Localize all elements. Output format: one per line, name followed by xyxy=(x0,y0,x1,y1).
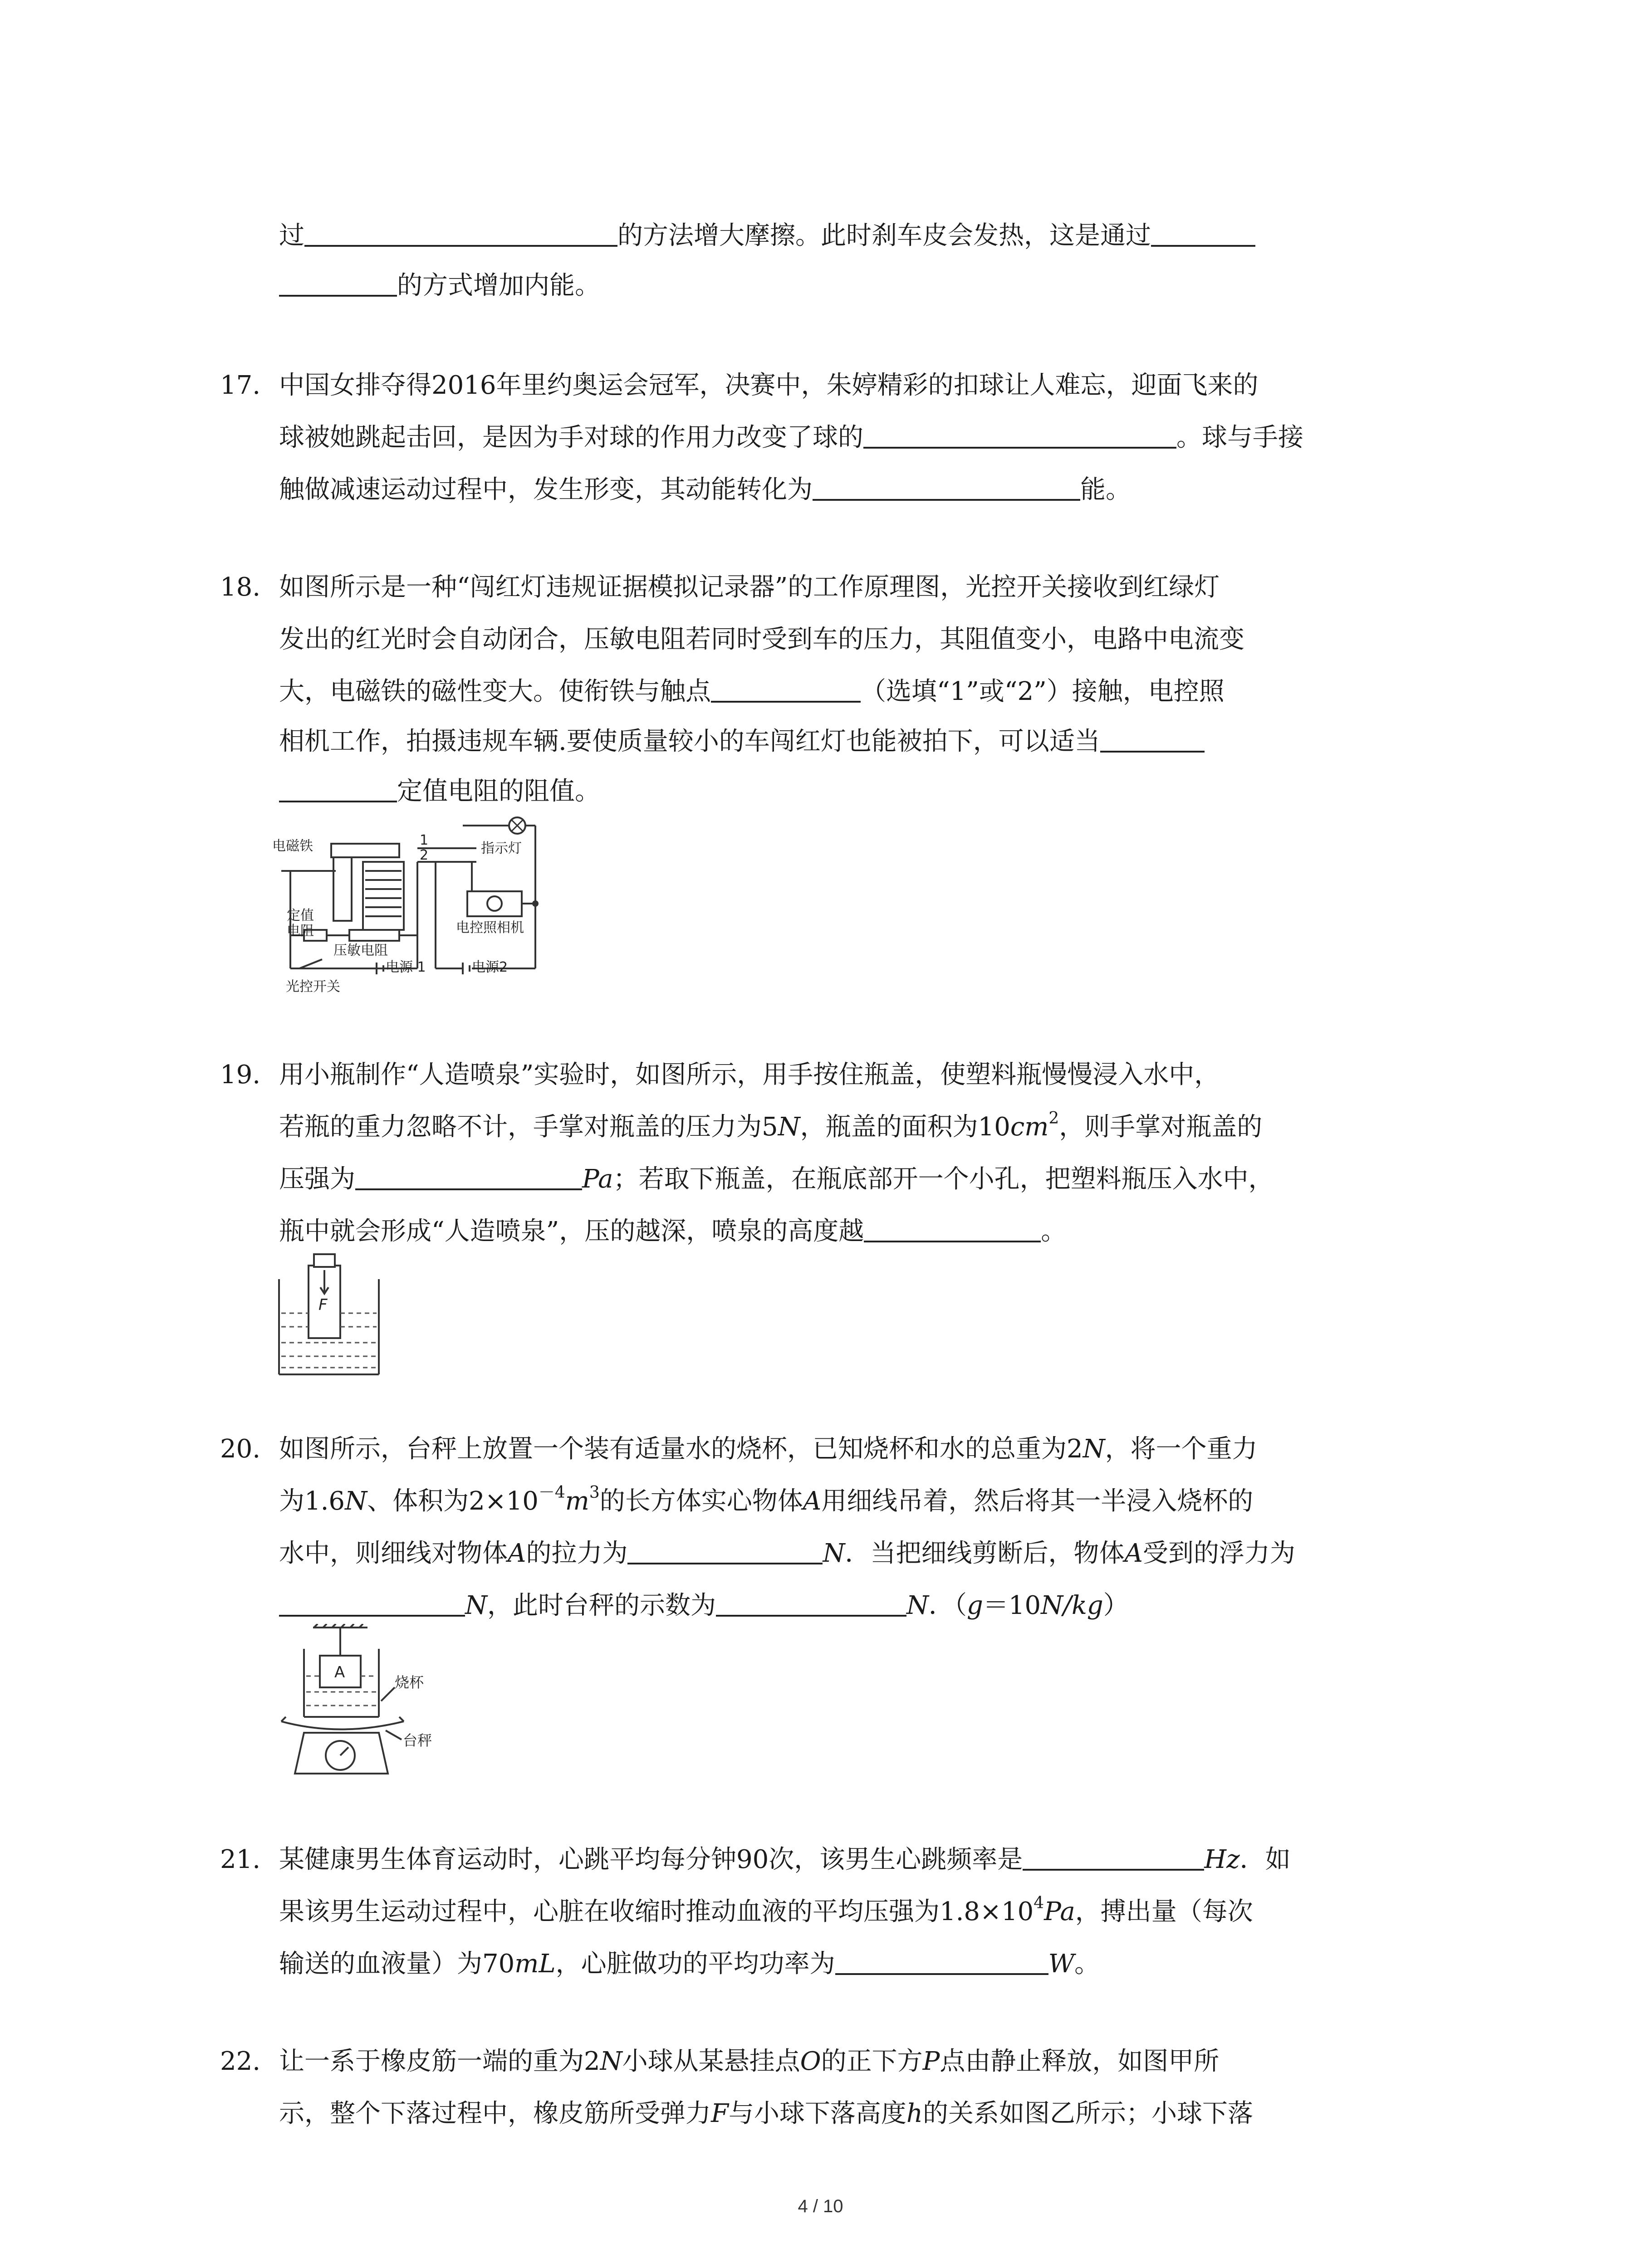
answer-blank[interactable] xyxy=(813,472,1080,501)
svg-text:电阻: 电阻 xyxy=(287,923,314,939)
label-pressure-resistor: 压敏电阻 xyxy=(333,943,388,958)
answer-blank[interactable] xyxy=(279,1588,465,1617)
answer-blank[interactable] xyxy=(304,218,617,247)
q18-line3: 大，电磁铁的磁性变大。使衔铁与触点 （选填“1”或“2”）接触，电控照 xyxy=(279,674,1225,710)
q18-line1: 如图所示是一种“闯红灯违规证据模拟记录器”的工作原理图，光控开关接收到红绿灯 xyxy=(279,572,1220,602)
label-electromagnet: 电磁铁 xyxy=(272,838,313,854)
question-number: 22. xyxy=(220,2047,261,2076)
q19-line3: 压强为 Pa；若取下瓶盖，在瓶底部开一个小孔，把塑料瓶压入水中， xyxy=(279,1161,1274,1198)
label-light-switch: 光控开关 xyxy=(286,979,340,995)
q20-line3: 水中，则细线对物体A的拉力为 N．当把细线剪断后，物体A受到的浮力为 xyxy=(279,1535,1295,1572)
armature xyxy=(331,844,399,857)
q16-line2: 的方式增加内能。 xyxy=(279,268,600,304)
answer-blank[interactable] xyxy=(716,1588,906,1617)
label-camera: 电控照相机 xyxy=(456,920,524,936)
answer-blank[interactable] xyxy=(279,268,397,297)
q22-line1: 让一系于橡皮筋一端的重为2N小球从某悬挂点O的正下方P点由静止释放，如图甲所 xyxy=(279,2047,1220,2076)
beaker-scale-figure xyxy=(272,1624,463,1778)
camera-body xyxy=(467,891,522,916)
label-source-2: 电源2 xyxy=(472,959,508,975)
q16-line1: 过 的方法增大摩擦。此时刹车皮会发热，这是通过 xyxy=(279,218,1255,254)
page-number: 4 / 10 xyxy=(798,2196,843,2216)
question-number: 19. xyxy=(220,1060,261,1090)
label-contact-1: 1 xyxy=(420,832,429,848)
pressure-resistor xyxy=(349,930,399,941)
q21-line3: 输送的血液量）为70mL，心脏做功的平均功率为 W。 xyxy=(279,1946,1100,1982)
q20-line1: 如图所示，台秤上放置一个装有适量水的烧杯，已知烧杯和水的总重为2N，将一个重力 xyxy=(279,1434,1258,1464)
q17-line3: 触做减速运动过程中，发生形变，其动能转化为 能。 xyxy=(279,472,1131,508)
q20-line2: 为1.6N、体积为$2\times 10^{-4}m^3$的长方体实心物体A用细线吊着，然后将其一半浸入烧杯的 xyxy=(279,1483,1254,1516)
question-number: 17. xyxy=(220,371,261,400)
q17-line2: 球被她跳起击回，是因为手对球的作用力改变了球的 。球与手接 xyxy=(279,420,1303,456)
q18-line4: 相机工作，拍摄违规车辆.要使质量较小的车闯红灯也能被拍下，可以适当 xyxy=(279,723,1205,760)
answer-blank[interactable] xyxy=(279,773,397,802)
label-beaker: 烧杯 xyxy=(395,1674,424,1691)
label-source-1: 电源 1 xyxy=(386,959,426,975)
q18-line2: 发出的红光时会自动闭合，压敏电阻若同时受到车的压力，其阻值变小，电路中电流变 xyxy=(279,625,1244,654)
question-number: 18. xyxy=(220,572,261,602)
q19-line1: 用小瓶制作“人造喷泉”实验时，如图所示，用手按住瓶盖，使塑料瓶慢慢浸入水中， xyxy=(279,1060,1220,1090)
answer-blank[interactable] xyxy=(711,674,861,703)
question-number: 20. xyxy=(220,1434,261,1464)
label-contact-2: 2 xyxy=(420,847,429,863)
label-indicator: 指示灯 xyxy=(481,841,522,856)
label-force: F xyxy=(318,1296,328,1314)
label-object-a: A xyxy=(334,1663,345,1681)
answer-blank[interactable] xyxy=(863,420,1176,449)
q18-line5: 定值电阻的阻值。 xyxy=(279,773,600,810)
q21-line1: 某健康男生体育运动时，心跳平均每分钟90次，该男生心跳频率是 Hz．如 xyxy=(279,1842,1291,1878)
q19-line4: 瓶中就会形成“人造喷泉”，压的越深，喷泉的高度越 。 xyxy=(279,1213,1066,1250)
answer-blank[interactable] xyxy=(627,1535,823,1564)
answer-blank[interactable] xyxy=(1100,723,1205,753)
q20-line4: N，此时台秤的示数为 N．（g＝10N/kg） xyxy=(279,1588,1129,1624)
q19-line2: 若瓶的重力忽略不计，手掌对瓶盖的压力为5N，瓶盖的面积为$10cm^2$，则手掌对瓶盖的 xyxy=(279,1109,1263,1142)
label-fixed-resistor: 定值 xyxy=(287,908,314,924)
answer-blank[interactable] xyxy=(1023,1842,1204,1871)
q17-line1: 中国女排夺得2016年里约奥运会冠军，决赛中，朱婷精彩的扣球让人难忘，迎面飞来的 xyxy=(279,371,1259,400)
label-scale: 台秤 xyxy=(403,1732,432,1749)
answer-blank[interactable] xyxy=(355,1161,582,1190)
answer-blank[interactable] xyxy=(1151,218,1255,247)
q22-line2: 示，整个下落过程中，橡皮筋所受弹力F与小球下落高度h的关系如图乙所示；小球下落 xyxy=(279,2099,1253,2128)
circuit-diagram xyxy=(272,816,567,998)
answer-blank[interactable] xyxy=(864,1213,1041,1242)
question-number: 21. xyxy=(220,1845,261,1874)
answer-blank[interactable] xyxy=(835,1946,1048,1975)
electromagnet-coil xyxy=(363,862,404,930)
fountain-figure xyxy=(277,1252,381,1379)
light-switch xyxy=(299,959,322,968)
q21-line2: 果该男生运动过程中，心脏在收缩时推动血液的平均压强为$1.8\times 10^4Pa$，搏出量（每次 xyxy=(279,1894,1253,1926)
